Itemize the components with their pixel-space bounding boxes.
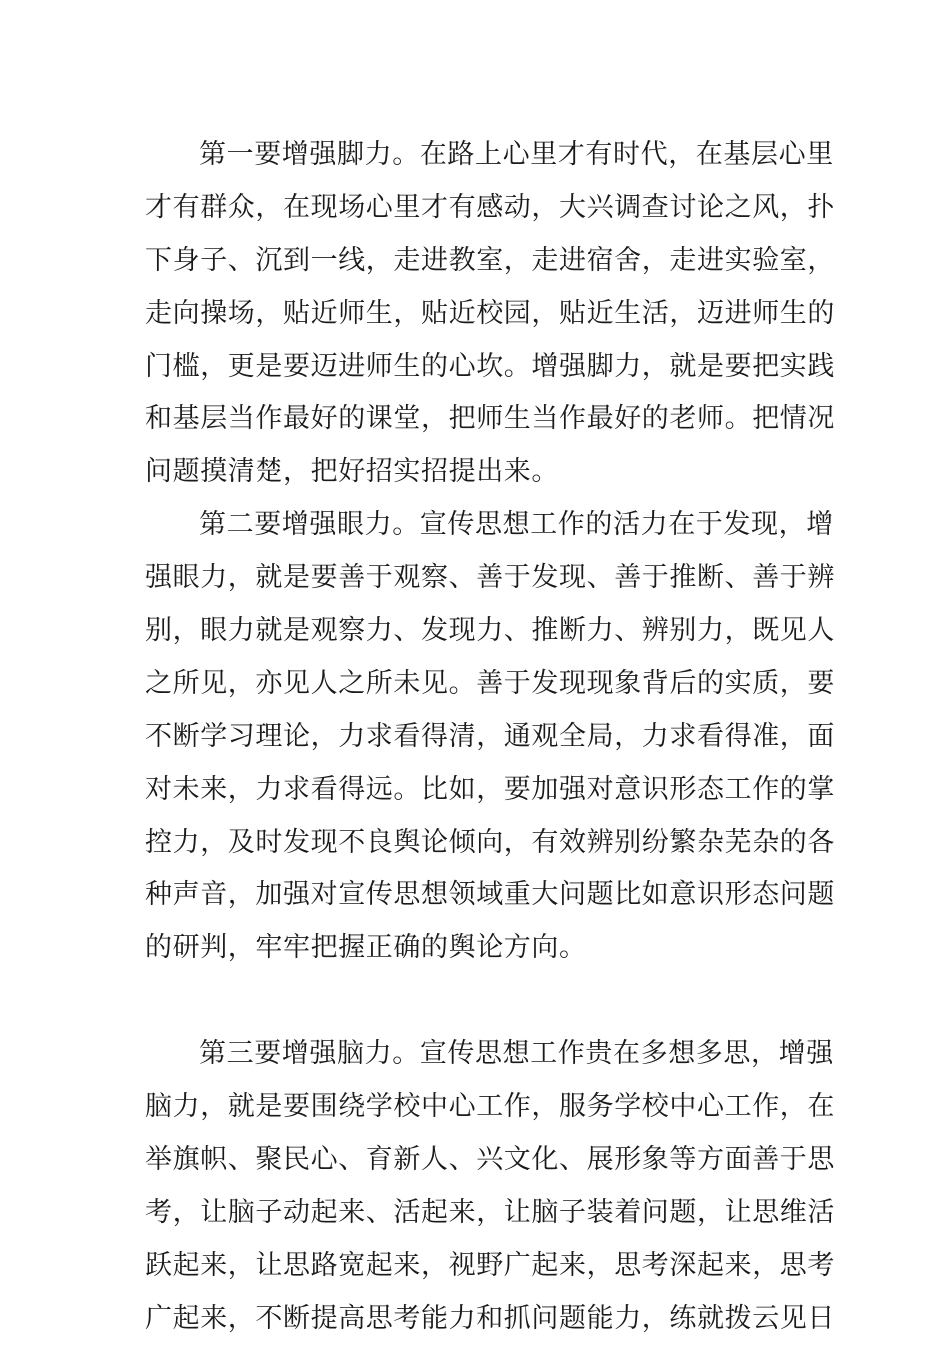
text-line: 别，眼力就是观察力、发现力、推断力、辨别力，既见人 [145,615,835,647]
text-line: 下身子、沉到一线，走进教室，走进宿舍，走进实验室， [145,244,835,276]
text-line: 不断学习理论，力求看得清，通观全局，力求看得准，面 [145,720,835,752]
text-line: 第二要增强眼力。宣传思想工作的活力在于发现，增 [199,509,834,541]
paragraph-brain-power [145,1028,835,1345]
document-body [145,129,835,1345]
text-line: 之所见，亦见人之所未见。善于发现现象背后的实质，要 [145,667,835,699]
text-line: 跃起来，让思路宽起来，视野广起来，思考深起来，思考 [145,1249,835,1281]
text-line: 控力，及时发现不良舆论倾向，有效辨别纷繁杂芜杂的各 [145,826,835,858]
paragraph-foot-power [145,129,835,499]
text-line: 举旗帜、聚民心、育新人、兴文化、展形象等方面善于思 [145,1143,835,1175]
text-line: 种声音，加强对宣传思想领域重大问题比如意识形态问题 [145,879,835,911]
text-line: 才有群众，在现场心里才有感动，大兴调查讨论之风，扑 [145,191,835,223]
text-line: 对未来，力求看得远。比如，要加强对意识形态工作的掌 [145,773,835,805]
text-line: 考，让脑子动起来、活起来，让脑子装着问题，让思维活 [145,1196,835,1228]
text-line: 广起来，不断提高思考能力和抓问题能力，练就拨云见日 [145,1302,835,1334]
text-line: 脑力，就是要围绕学校中心工作，服务学校中心工作，在 [145,1091,835,1123]
text-line: 和基层当作最好的课堂，把师生当作最好的老师。把情况 [145,403,835,435]
paragraph-eye-power [145,499,835,1028]
text-line: 第一要增强脚力。在路上心里才有时代，在基层心里 [199,139,834,170]
text-line: 门槛，更是要迈进师生的心坎。增强脚力，就是要把实践 [145,350,835,382]
text-line: 强眼力，就是要善于观察、善于发现、善于推断、善于辨 [145,562,835,594]
text-line: 第三要增强脑力。宣传思想工作贵在多想多思，增强 [199,1038,834,1070]
text-line [145,975,810,1028]
text-line: 的研判，牢牢把握正确的舆论方向。 [145,932,587,964]
text-line: 走向操场，贴近师生，贴近校园，贴近生活，迈进师生的 [145,297,835,329]
text-line: 问题摸清楚，把好招实招提出来。 [145,456,559,488]
